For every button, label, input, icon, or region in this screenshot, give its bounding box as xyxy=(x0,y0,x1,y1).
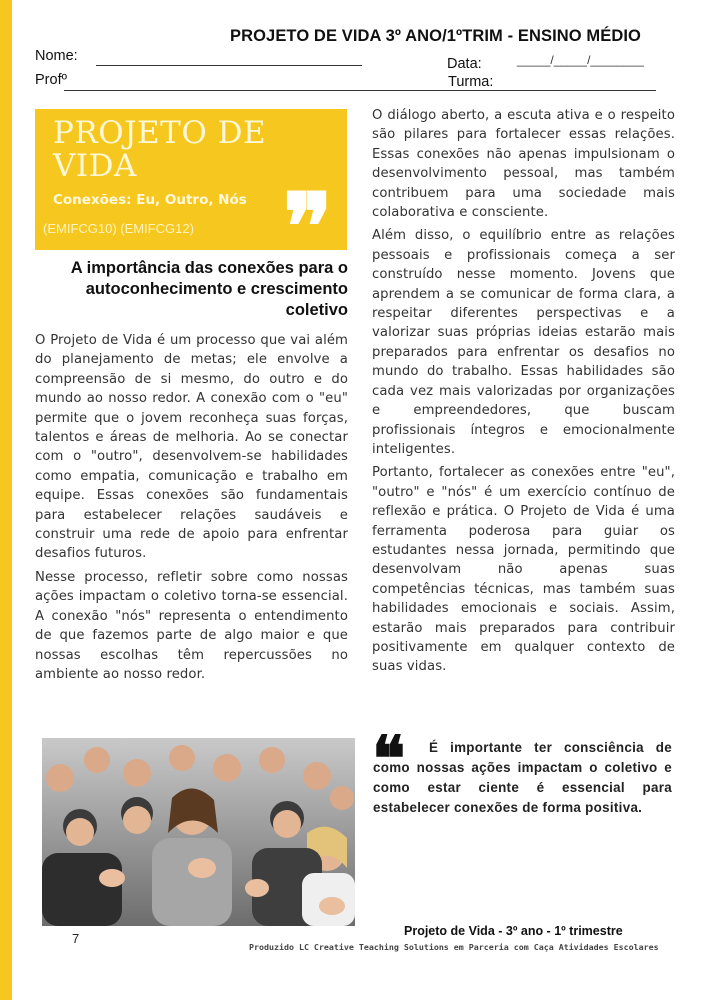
teacher-label: Profº xyxy=(35,72,67,88)
worksheet-title: PROJETO DE VIDA 3º ANO/1ºTRIM - ENSINO MÉDIO xyxy=(230,27,641,45)
class-field-line[interactable] xyxy=(504,90,656,91)
name-label: Nome: xyxy=(35,48,78,64)
date-label: Data: xyxy=(447,56,482,72)
class-label: Turma: xyxy=(448,74,494,90)
right-paragraph: Além disso, o equilíbrio entre as relações pessoais e profissionais começa a ser construído nesse momento. Jovens que aprendem a se comunicar de forma clara, a respeitar diferentes perspectivas e a valorizar suas próprias ideias estarão mais preparados para enfrentar os desafios no mundo do trabalho. Essas habilidades são cada vez mais valorizadas por organizações e empreendedores, que buscam profissionais íntegros e emocionalmente inteligentes. xyxy=(372,228,675,457)
left-paragraph: O Projeto de Vida é um processo que vai além do planejamento de metas; ele envolve a compreensão de si mesmo, do outro e do mundo ao nosso redor. A conexão com o "eu" permite que o jovem reconheça suas forças, talentos e áreas de melhoria. Ao se conectar com o "outro", desenvolvem-se habilidades como empatia, comunicação e trabalho em equipe. Essas conexões são fundamentais para estabelecer relações saudáveis e construir uma rede de apoio para enfrentar desafios futuros. xyxy=(35,333,348,562)
left-column xyxy=(35,331,348,688)
hero-title-line2: VIDA xyxy=(53,148,137,184)
footer-title: Projeto de Vida - 3º ano - 1º trimestre xyxy=(404,924,623,938)
quote-close-icon: ❞ xyxy=(283,173,333,250)
right-paragraph: O diálogo aberto, a escuta ativa e o respeito são pilares para fortalecer essas relações. Essas conexões não apenas impulsionam o desenvolvimento pessoal, mas também contribuem para uma sociedade mais colaborativa e consciente. xyxy=(372,108,675,221)
right-column xyxy=(372,106,675,681)
footer-credit: Produzido LC Creative Teaching Solutions em Parceria com Caça Atividades Escolares xyxy=(249,942,659,952)
hero-skill-codes: (EMIFCG10) (EMIFCG12) xyxy=(43,221,194,236)
group-photo-illustration xyxy=(42,738,355,926)
right-paragraph: Portanto, fortalecer as conexões entre "eu", "outro" e "nós" é um exercício contínuo de reflexão e prática. O Projeto de Vida é uma ferramenta poderosa para guiar os estudantes nessa jornada, permitindo que desenvolvam não apenas suas competências técnicas, mas também suas habilidades emocionais e sociais. Assim, estarão mais preparados para contribuir positivamente em qualquer contexto de suas vidas. xyxy=(372,465,675,675)
hero-banner xyxy=(35,109,347,250)
left-accent-stripe xyxy=(0,0,12,1000)
name-field-line[interactable] xyxy=(96,65,362,66)
hero-title xyxy=(53,117,266,183)
article-heading: A importância das conexões para o autoconhecimento e crescimento coletivo xyxy=(70,259,348,319)
left-paragraph: Nesse processo, refletir sobre como nossas ações impactam o coletivo torna-se essencial. A conexão "nós" representa o entendimento de que fazemos parte de algo maior e que nossas escolhas têm repercussões no ambiente ao nosso redor. xyxy=(35,569,348,682)
page-number: 7 xyxy=(72,931,80,946)
date-blank[interactable]: _____/_____/________ xyxy=(517,53,644,67)
pull-quote: É importante ter consciência de como nossas ações impactam o coletivo e como estar ciente é essencial para estabelecer conexões de forma positiva. xyxy=(373,740,672,815)
hero-title-line1: PROJETO DE xyxy=(53,115,267,151)
quote-open-icon: ❝ xyxy=(372,722,406,795)
hero-subtitle: Conexões: Eu, Outro, Nós xyxy=(53,192,247,208)
group-photo xyxy=(42,738,355,926)
